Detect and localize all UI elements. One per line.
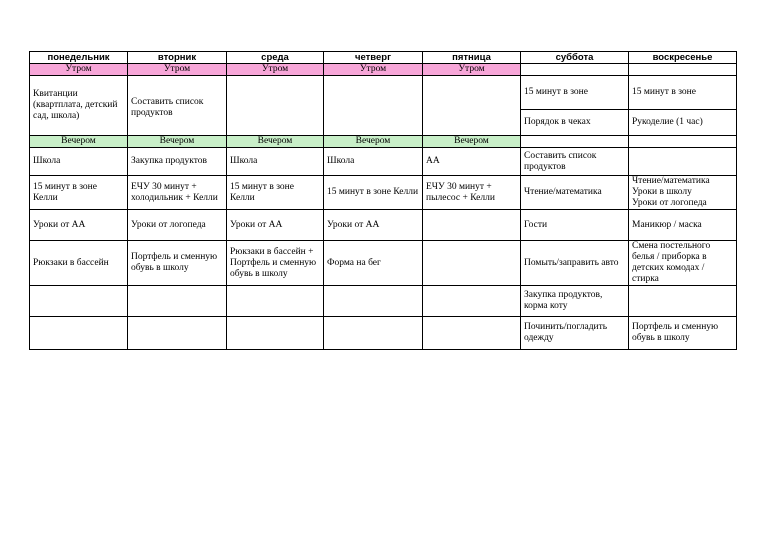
morning-label: Утром	[227, 64, 324, 76]
morning-label-row	[30, 64, 737, 76]
day-header: воскресенье	[629, 52, 737, 64]
schedule-cell: 15 минут в зоне Келли	[324, 176, 423, 210]
empty-cell	[30, 286, 128, 317]
empty-cell	[324, 76, 423, 136]
day-header: суббота	[521, 52, 629, 64]
schedule-cell: Порядок в чеках	[521, 110, 629, 136]
schedule-cell: Рукоделие (1 час)	[629, 110, 737, 136]
schedule-cell: Уроки от логопеда	[128, 210, 227, 241]
schedule-cell: Починить/погладить одежду	[521, 317, 629, 350]
day-header: пятница	[423, 52, 521, 64]
header-row	[30, 52, 737, 64]
schedule-cell: 15 минут в зоне	[629, 76, 737, 110]
schedule-cell: Закупка продуктов, корма коту	[521, 286, 629, 317]
empty-cell	[227, 76, 324, 136]
schedule-cell: Портфель и сменную обувь в школу	[128, 241, 227, 286]
schedule-cell: Смена постельного белья / приборка в детских комодах / стирка	[629, 241, 737, 286]
evening-label-row	[30, 136, 737, 148]
empty-cell	[423, 210, 521, 241]
morning-label: Утром	[324, 64, 423, 76]
day-header: среда	[227, 52, 324, 64]
empty-cell	[128, 286, 227, 317]
morning-label: Утром	[30, 64, 128, 76]
evening-row-5	[30, 286, 737, 317]
day-header: вторник	[128, 52, 227, 64]
schedule-cell: АА	[423, 148, 521, 176]
weekly-schedule-table	[29, 51, 737, 350]
empty-cell	[521, 64, 629, 76]
schedule-cell: Школа	[30, 148, 128, 176]
schedule-cell: Школа	[227, 148, 324, 176]
schedule-cell: Чтение/математика Уроки в школу Уроки от логопеда	[629, 176, 737, 210]
empty-cell	[324, 317, 423, 350]
evening-label: Вечером	[423, 136, 521, 148]
day-header: понедельник	[30, 52, 128, 64]
schedule-cell: Рюкзаки в бассейн + Портфель и сменную обувь в школу	[227, 241, 324, 286]
schedule-cell: Рюкзаки в бассейн	[30, 241, 128, 286]
evening-label: Вечером	[30, 136, 128, 148]
evening-row-1	[30, 148, 737, 176]
empty-cell	[423, 76, 521, 136]
evening-row-6	[30, 317, 737, 350]
schedule-cell: Уроки от АА	[324, 210, 423, 241]
empty-cell	[227, 286, 324, 317]
empty-cell	[128, 317, 227, 350]
empty-cell	[30, 317, 128, 350]
schedule-cell: ЕЧУ 30 минут + пылесос + Келли	[423, 176, 521, 210]
schedule-cell: Маникюр / маска	[629, 210, 737, 241]
schedule-cell: Форма на бег	[324, 241, 423, 286]
empty-cell	[521, 136, 629, 148]
schedule-cell: Закупка продуктов	[128, 148, 227, 176]
empty-cell	[423, 286, 521, 317]
empty-cell	[629, 64, 737, 76]
schedule-cell: Уроки от АА	[227, 210, 324, 241]
schedule-cell: Гости	[521, 210, 629, 241]
morning-label: Утром	[128, 64, 227, 76]
schedule-cell: Чтение/математика	[521, 176, 629, 210]
evening-label: Вечером	[324, 136, 423, 148]
evening-label: Вечером	[227, 136, 324, 148]
schedule-cell: 15 минут в зоне	[521, 76, 629, 110]
empty-cell	[324, 286, 423, 317]
empty-cell	[629, 286, 737, 317]
schedule-cell: Квитанции (квартплата, детский сад, школа)	[30, 76, 128, 136]
morning-label: Утром	[423, 64, 521, 76]
morning-row-1	[30, 76, 737, 110]
schedule-cell: Школа	[324, 148, 423, 176]
evening-row-3	[30, 210, 737, 241]
empty-cell	[423, 317, 521, 350]
evening-row-4	[30, 241, 737, 286]
schedule-cell: Портфель и сменную обувь в школу	[629, 317, 737, 350]
schedule-cell: Составить список продуктов	[128, 76, 227, 136]
day-header: четверг	[324, 52, 423, 64]
evening-label: Вечером	[128, 136, 227, 148]
empty-cell	[423, 241, 521, 286]
schedule-cell: Уроки от АА	[30, 210, 128, 241]
schedule-cell: 15 минут в зоне Келли	[227, 176, 324, 210]
schedule-cell: Составить список продуктов	[521, 148, 629, 176]
empty-cell	[227, 317, 324, 350]
schedule-cell: Помыть/заправить авто	[521, 241, 629, 286]
empty-cell	[629, 148, 737, 176]
empty-cell	[629, 136, 737, 148]
schedule-cell: ЕЧУ 30 минут + холодильник + Келли	[128, 176, 227, 210]
schedule-cell: 15 минут в зоне Келли	[30, 176, 128, 210]
evening-row-2	[30, 176, 737, 210]
